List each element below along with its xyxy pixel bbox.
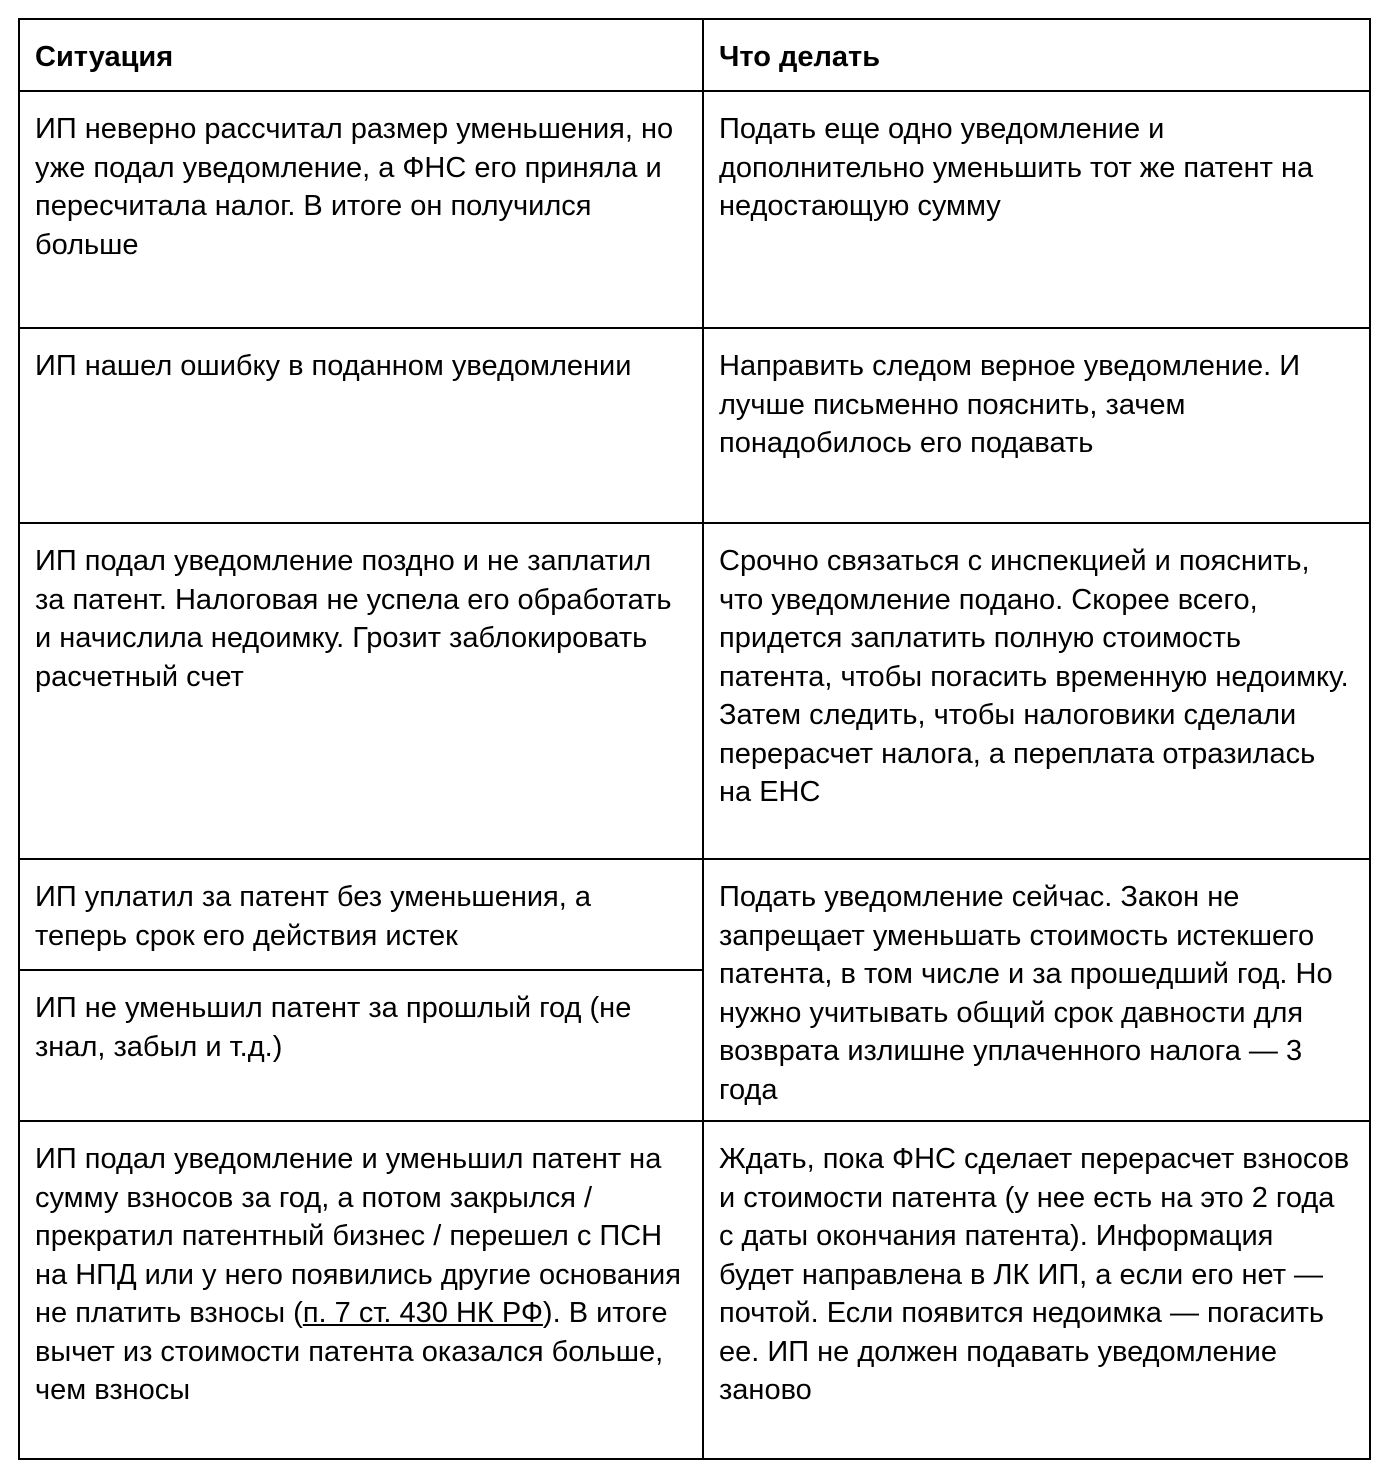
- action-cell: Подать еще одно уведомление и дополнительно уменьшить тот же патент на недостающую сумму: [703, 91, 1370, 328]
- header-row: [19, 19, 1370, 91]
- action-cell: Ждать, пока ФНС сделает перерасчет взносов и стоимости патента (у нее есть на это 2 года с даты окончания патента). Информация будет направлена в ЛК ИП, а если его нет — почтой. Если появится недоимка — погасить ее. ИП не должен подавать уведомление заново: [703, 1121, 1370, 1459]
- situation-cell: [19, 1121, 703, 1459]
- situation-cell: ИП нашел ошибку в поданном уведомлении: [19, 328, 703, 523]
- situation-cell: ИП подал уведомление поздно и не заплатил за патент. Налоговая не успела его обработать и начислила недоимку. Грозит заблокировать расчетный счет: [19, 523, 703, 859]
- situation-text-after: ). В итоге вычет из стоимости патента оказался больше, чем взносы: [35, 1297, 668, 1406]
- table-row: [19, 328, 1370, 523]
- action-cell: Подать уведомление сейчас. Закон не запрещает уменьшать стоимость истекшего патента, в том числе и за прошедший год. Но нужно учитывать общий срок давности для возврата излишне уплаченного налога — 3 года: [703, 859, 1370, 1121]
- table-row: [19, 91, 1370, 328]
- action-cell: Срочно связаться с инспекцией и пояснить, что уведомление подано. Скорее всего, придется заплатить полную стоимость патента, чтобы погасить временную недоимку. Затем следить, чтобы налоговики сделали перерасчет налога, а переплата отразилась на ЕНС: [703, 523, 1370, 859]
- table-row: [19, 523, 1370, 859]
- table-row: [19, 1121, 1370, 1459]
- situation-text-before: ИП подал уведомление и уменьшил патент на сумму взносов за год, а потом закрылся / прекратил патентный бизнес / перешел с ПСН на НПД или у него появились другие основания не платить взносы (: [35, 1143, 681, 1329]
- table-row: [19, 859, 1370, 970]
- situations-table: [18, 18, 1371, 1460]
- situation-cell: ИП уплатил за патент без уменьшения, а теперь срок его действия истек: [19, 859, 703, 970]
- situation-cell: ИП неверно рассчитал размер уменьшения, но уже подал уведомление, а ФНС его приняла и пересчитала налог. В итоге он получился больше: [19, 91, 703, 328]
- action-cell: Направить следом верное уведомление. И лучше письменно пояснить, зачем понадобилось его подавать: [703, 328, 1370, 523]
- situation-cell: ИП не уменьшил патент за прошлый год (не знал, забыл и т.д.): [19, 970, 703, 1121]
- header-action: Что делать: [703, 19, 1370, 91]
- law-reference-link[interactable]: п. 7 ст. 430 НК РФ: [302, 1297, 543, 1329]
- header-situation: Ситуация: [19, 19, 703, 91]
